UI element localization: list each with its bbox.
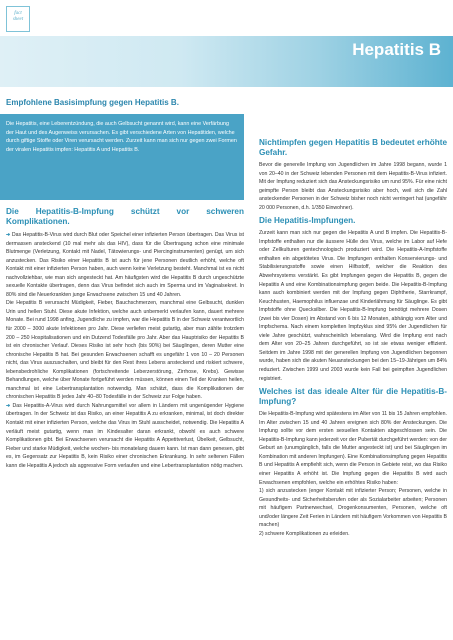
lead-box [0,114,244,200]
right-heading-1: Nichtimpfen gegen Hepatitis B bedeutet erhöhte Gefahr. [259,138,447,157]
left-column [6,207,244,470]
right-heading-3: Welches ist das ideale Alter für die Hepatitis-B-Impfung? [259,387,447,407]
logo [6,6,30,32]
page-title: Hepatitis B [352,40,441,59]
right-heading-2: Die Hepatitis-Impfungen. [259,216,356,226]
right-paragraph-4: 1) sich anzustecken (enger Kontakt mit infizierter Person; Personen, welche in Gesundheits- und Sicherheitsberufen oder als Sozialarbeiter arbeiten; Personen mit häufigem Partnerwechsel, Drogenkonsumenten, Personen, welche oft und/oder längere Zeit Ferien in Ländern mit häufigem Vorkommen von Hepatitis B machen) [259,488,448,529]
left-paragraph-3: ➔ Das Hepatitis-A-Virus wird durch Nahrungsmittel vor allem in Ländern mit ungenügender Hygiene übertragen. In der Schweiz ist das Risiko, an einer Hepatitis A zu erkranken, minimal, ist doch direkter Kontakt mit einer infizierten Person, welche das Virus im Stuhl ausscheidet, notwendig. Die Hepatitis A verläuft meist gutartig, wenn man im Kindesalter daran erkrankt, obwohl es auch schwere Komplikationen gibt. Bei Erwachsenen verursacht die Hepatitis A Appetitverlust, Übelkeit, Gelbsucht, Fieber und starke Müdigkeit, welche wochen- bis monatelang dauern kann. Ist man dann genesen, gibt es, im Gegensatz zur Hepatitis B, kein Risiko einer chronischen Erkrankung. In sehr seltenen Fällen kann die Hepatitis A jedoch als aggressive Form verlaufen und eine Lebertransplantation nötig machen. [6,402,244,469]
lead-heading: Empfohlene Basisimpfung gegen Hepatitis B. [6,98,179,107]
left-paragraph-1: ➔ Das Hepatitis-B-Virus wird durch Blut oder Speichel einer infizierten Person übertragen. Das Virus ist dermassen ansteckend (10 mal mehr als das HIV), dass für die Übertragung schon eine minimale Blutmenge (Verletzung, Kontakt mit Nadel, Tätowierungs- und Piercinginstrumenten) genügt, um sich anzustecken. Das Risiko einer Hepatitis B ist auch für jene Personen deutlich erhöht, welche oft Kontakt mit einer infizierten Person haben, auch wenn keine Verletzung besteht. Manchmal ist es nicht nachvollziehbar, wie man sich angesteckt hat. Am häufigsten wird die Hepatitis B durch ungeschützte sexuelle Kontakte übertragen, denn das Virus befindet sich auch im Sperma und im Vaginalsekret. In 80% sind die Neuerkrankten junge Erwachsene zwischen 15 und 40 Jahren. [6,232,244,298]
lead-text: Die Hepatitis, eine Leberentzündung, die auch Gelbsucht genannt wird, kann eine Verfärbung der Haut und des Augenweiss verursachen. Es gibt verschiedene Arten von Hepatitiden, welche durch giftige Stoffe oder Viren verursacht werden. Zurzeit kann man sich nur gegen zwei Formen der viralen Hepatitis impfen: Hepatitis A und Hepatitis B. [6,121,237,153]
header-banner [0,36,453,87]
right-paragraph-1: Bevor die generelle Impfung von Jugendlichen im Jahre 1998 begann, wurde 1 von 20–40 in der Schweiz lebenden Personen mit dem Hepatitis-B-Virus infiziert. Mit der Impfung reduziert sich das Ansteckungsrisiko um rund 95%. Für eine nicht geimpfte Person bleibt das Ansteckungsrisiko aber hoch, weil sich die Zahl ansteckender Personen in der Schweiz bisher noch nicht verringert hat (ungefähr 20 000 Personen, d.h. 1/350 Einwohner). [259,162,447,211]
logo-line1: fact [14,11,22,16]
logo-line2: sheet [12,17,24,22]
arrow-icon: ➔ [6,402,13,409]
right-column [259,138,447,538]
left-paragraph-2: Die Hepatitis B verursacht Müdigkeit, Fieber, Bauchschmerzen, manchmal eine Gelbsucht, dunklen Urin und hellen Stuhl. Diese akute Infektion, welche auch unbemerkt verlaufen kann, dauert mehrere Monate. Bei rund 1998 anfing, Jugendliche zu impfen, war die Hepatitis B in der Schweiz verantwortlich für 2000 – 3000 akute Infektionen pro Jahr. Diese verliefen meist gutartig, aber man zählte trotzdem 200 – 250 Hospitalisationen und ein Dutzend Todesfälle pro Jahr. Aber das Hauptrisiko der Hepatitis B ist ein chronischer Verlauf. Dieses Risiko ist sehr hoch (bis 90%) bei Säuglingen, deren Mutter eine chronische Hepatitis B hat. Bei gesunden Erwachsenen schafft es ungefähr 1 von 10 – 20 Personen nicht, das Virus auszuschalten, und bleibt für den Rest ihres Lebens ansteckend und riskiert schwere, lebensbedrohliche Komplikationen (fortschreitende Leberzerstörung, Zirrhose, Krebs). Gewisse Behandlungen, welche über Monate fortgeführt werden müssen, können einen Teil der Kranken heilen, manchmal ist eine Lebertransplantation notwendig. Man schätzt, dass die Komplikationen der chronischen Hepatitis B jedes Jahr 40–80 Todesfälle in der Schweiz zur Folge haben. [6,300,244,401]
arrow-icon: ➔ [6,232,12,238]
left-heading: Die Hepatitis-B-Impfung schützt vor schweren Komplikationen. [6,207,244,226]
right-paragraph-5: 2) schwere Komplikationen zu erleiden. [259,530,350,537]
right-paragraph-2: Zurzeit kann man sich nur gegen die Hepatitis A und B impfen. Die Hepatitis-B-Impfstoffe enthalten nur die äussere Hülle des Virus, welche im Labor auf Hefe oder Zellkulturen gentechnologisch produziert wird. Die Hepatitis-A-Impfstoffe enthalten ein abgetötetes Virus. Die Impfungen enthalten Konservierungs- und Stabilisierungsstoffe sowie einen Hilfsstoff, welcher die Reaktion des Abwehrsystems verstärkt. Es gibt Impfungen gegen die Hepatitis B, gegen die Hepatitis A und eine Kombinationsimpfung gegen beide. Die Hepatitis-B-Impfung kann auch kombiniert werden mit der Impfung gegen Diphtherie, Starrkrampf, Keuchhusten, Haemophilus influenzae und Kinderlähmung für Säuglinge. Es gibt Impfstoffe ohne Quecksilber. Die Hepatitis-B-Impfung benötigt mehrere Dosen (zwei bis vier Dosen) im Abstand von 6 bis 12 Monaten, abhängig vom Alter und Impfschema. Nach einem kompletten Impfzyklus sind 95% der Jugendlichen für viele Jahre geschützt, wahrscheinlich lebenslang. Wird die Impfung erst nach dem Alter von 20–25 Jahren durchgeführt, so ist sie etwas weniger effizient. Seitdem im Jahre 1998 mit der generellen Impfung von Jugendlichen begonnen wurde, haben sich die akuten Neuansteckungen bei den 15–19-Jährigen um 84% reduziert. Zwischen 1999 und 2003 wurde kein Fall bei geimpften Jugendlichen registriert. [259,230,447,382]
right-paragraph-3: Die Hepatitis-B-Impfung wird spätestens im Alter von 11 bis 15 Jahren empfohlen. Im Alter zwischen 15 und 40 Jahren ereignen sich 80% der Ansteckungen. Die Impfung sollte vor dem ersten sexuellen Kontakten abgeschlossen sein. Die Hepatitis-B-Impfung kann jederzeit vor der Pubertät durchgeführt werden: von der Geburt an (unumgänglich, falls die Mutter angesteckt ist) und bei Säuglingen im Kombination mit anderen Impfungen). Eine Kombinationsimpfung gegen Hepatitis B und Hepatitis A empfiehlt sich, wenn die Person in Gebiete reist, wo das Risiko einer Hepatitis A erhöht ist. Die Impfung gegen die Hepatitis B wird auch Erwachsenen empfohlen, welche ein erhöhtes Risiko haben: [259,411,447,486]
